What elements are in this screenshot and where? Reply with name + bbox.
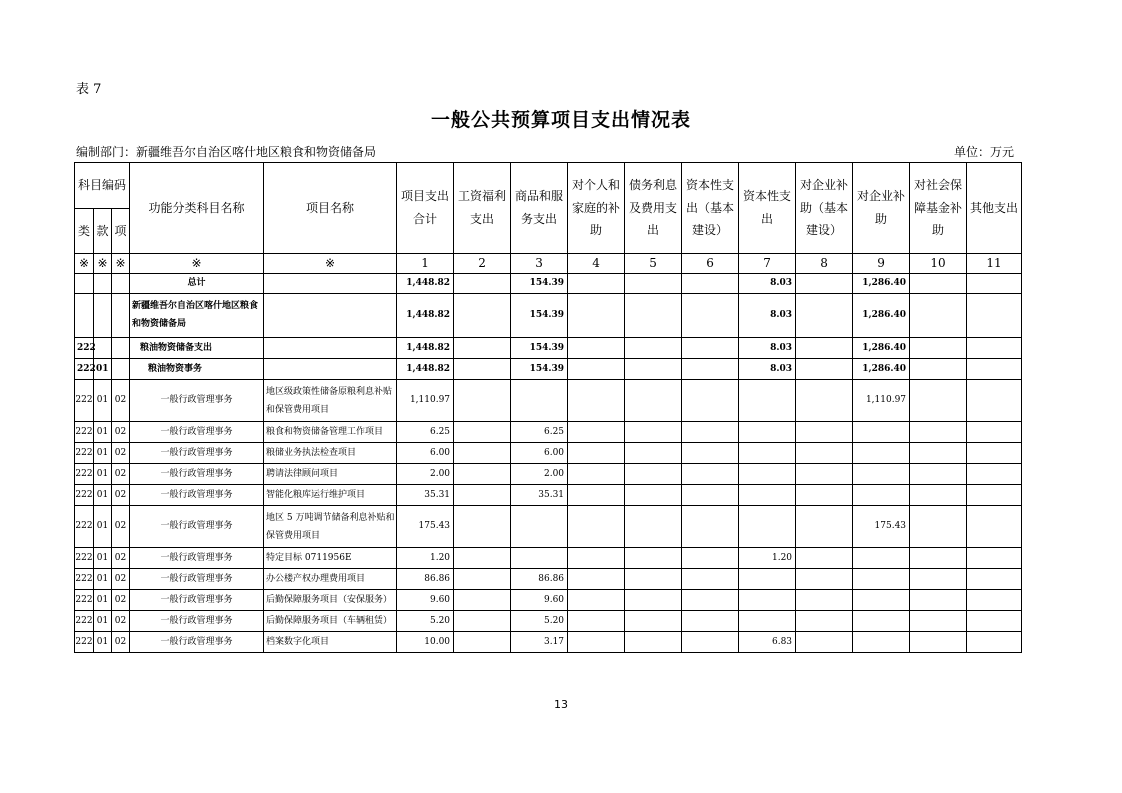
col-6-value [682,632,739,653]
col-3-value: 35.31 [511,485,568,506]
table-row [75,632,1022,653]
column-index-row [75,254,1022,274]
col-6-value [682,569,739,590]
col-11-value [967,632,1022,653]
col-5-value [625,464,682,485]
mark-cell: ※ [75,254,94,274]
header-col-3: 商品和服务支出 [511,163,568,254]
lei-name: 粮油物资储备支出 [130,338,264,359]
project-name: 后勤保障服务项目（安保服务） [264,590,397,611]
col-11-value [967,611,1022,632]
col-8-value [796,506,853,548]
col-4-value [568,632,625,653]
header-col-11: 其他支出 [967,163,1022,254]
table-row [75,590,1022,611]
col-8-value [796,380,853,422]
col-7-value: 1.20 [739,548,796,569]
col-8-value [796,611,853,632]
kuan-lei-code: 222 [75,359,94,380]
col-7-value: 6.83 [739,632,796,653]
header-col-10: 对社会保障基金补助 [910,163,967,254]
total-col-9: 1,286.40 [853,274,910,294]
col-8-value [796,485,853,506]
project-name: 聘请法律顾问项目 [264,464,397,485]
col-9-value [853,569,910,590]
col-10-value [910,380,967,422]
table-number: 表 7 [76,82,102,97]
header-kuan: 款 [94,209,112,254]
index-cell: 6 [682,254,739,274]
lei-code: 222 [75,443,94,464]
mark-cell: ※ [130,254,264,274]
org-col-3: 154.39 [511,294,568,338]
col-9-value: 175.43 [853,506,910,548]
kuan-code: 01 [94,464,112,485]
lei-code: 222 [75,548,94,569]
kuan-code: 01 [94,569,112,590]
col-5-value [625,632,682,653]
col-7-value [739,485,796,506]
col-3-value [511,548,568,569]
col-9-value: 1,110.97 [853,380,910,422]
header-col-2: 工资福利支出 [454,163,511,254]
mark-cell: ※ [264,254,397,274]
col-10-value [910,443,967,464]
col-7-value [739,443,796,464]
func-name: 一般行政管理事务 [130,590,264,611]
header-col-6: 资本性支出（基本建设） [682,163,739,254]
kuan-col-3: 154.39 [511,359,568,380]
func-name: 一般行政管理事务 [130,380,264,422]
col-4-value [568,422,625,443]
col-2-value [454,569,511,590]
table-row [75,464,1022,485]
col-1-value: 6.25 [397,422,454,443]
kuan-col-9: 1,286.40 [853,359,910,380]
col-5-value [625,422,682,443]
xiang-code: 02 [112,422,130,443]
header-col-7: 资本性支出 [739,163,796,254]
col-2-value [454,548,511,569]
xiang-code: 02 [112,380,130,422]
xiang-code: 02 [112,590,130,611]
col-7-value [739,422,796,443]
col-5-value [625,443,682,464]
col-10-value [910,611,967,632]
project-name: 地区级政策性储备原粮利息补贴和保管费用项目 [264,380,397,422]
total-col-1: 1,448.82 [397,274,454,294]
kuan-code: 01 [94,422,112,443]
col-5-value [625,506,682,548]
col-6-value [682,506,739,548]
func-name: 一般行政管理事务 [130,569,264,590]
lei-row [75,338,1022,359]
col-5-value [625,590,682,611]
col-11-value [967,506,1022,548]
table-row [75,485,1022,506]
col-11-value [967,380,1022,422]
col-3-value: 2.00 [511,464,568,485]
func-name: 一般行政管理事务 [130,443,264,464]
col-10-value [910,569,967,590]
col-2-value [454,506,511,548]
col-4-value [568,548,625,569]
col-7-value [739,611,796,632]
org-name: 新疆维吾尔自治区喀什地区粮食和物资储备局 [130,294,264,338]
col-10-value [910,464,967,485]
col-1-value: 2.00 [397,464,454,485]
lei-col-1: 1,448.82 [397,338,454,359]
col-9-value [853,611,910,632]
col-6-value [682,443,739,464]
project-name: 粮食和物资储备管理工作项目 [264,422,397,443]
col-4-value [568,569,625,590]
header-col-4: 对个人和家庭的补助 [568,163,625,254]
col-6-value [682,464,739,485]
mark-cell: ※ [94,254,112,274]
kuan-code: 01 [94,380,112,422]
index-cell: 8 [796,254,853,274]
org-col-7: 8.03 [739,294,796,338]
expenditure-table [74,162,1022,653]
col-5-value [625,380,682,422]
kuan-col-7: 8.03 [739,359,796,380]
col-1-value: 175.43 [397,506,454,548]
total-row [75,274,1022,294]
index-cell: 5 [625,254,682,274]
col-3-value: 6.00 [511,443,568,464]
col-10-value [910,632,967,653]
func-name: 一般行政管理事务 [130,485,264,506]
col-7-value [739,569,796,590]
table-row [75,569,1022,590]
xiang-code: 02 [112,506,130,548]
col-1-value: 6.00 [397,443,454,464]
col-1-value: 1,110.97 [397,380,454,422]
lei-code: 222 [75,338,94,359]
col-9-value [853,632,910,653]
project-name: 地区 5 万吨调节储备利息补贴和保管费用项目 [264,506,397,548]
lei-code: 222 [75,485,94,506]
lei-code: 222 [75,590,94,611]
col-8-value [796,590,853,611]
xiang-code: 02 [112,548,130,569]
col-6-value [682,590,739,611]
project-name: 办公楼产权办理费用项目 [264,569,397,590]
kuan-row [75,359,1022,380]
col-9-value [853,548,910,569]
col-7-value [739,464,796,485]
kuan-name: 粮油物资事务 [130,359,264,380]
col-9-value [853,443,910,464]
col-4-value [568,485,625,506]
col-9-value [853,422,910,443]
col-6-value [682,548,739,569]
kuan-col-1: 1,448.82 [397,359,454,380]
lei-col-9: 1,286.40 [853,338,910,359]
col-11-value [967,548,1022,569]
col-5-value [625,548,682,569]
kuan-code: 01 [94,359,112,380]
table-row [75,611,1022,632]
col-3-value: 5.20 [511,611,568,632]
col-2-value [454,443,511,464]
col-10-value [910,485,967,506]
header-subject-code: 科目编码 [75,163,130,209]
lei-code: 222 [75,632,94,653]
col-7-value [739,380,796,422]
col-5-value [625,485,682,506]
lei-col-3: 154.39 [511,338,568,359]
index-cell: 1 [397,254,454,274]
total-col-7: 8.03 [739,274,796,294]
total-label: 总计 [130,274,264,294]
xiang-code: 02 [112,632,130,653]
table-row [75,380,1022,422]
kuan-code: 01 [94,548,112,569]
col-6-value [682,422,739,443]
col-8-value [796,464,853,485]
col-3-value: 86.86 [511,569,568,590]
table-row [75,548,1022,569]
index-cell: 2 [454,254,511,274]
header-col-9: 对企业补助 [853,163,910,254]
detail-rows [75,380,1022,653]
col-2-value [454,611,511,632]
table-row [75,443,1022,464]
page-number: 13 [554,698,568,711]
table-row [75,506,1022,548]
func-name: 一般行政管理事务 [130,632,264,653]
col-8-value [796,422,853,443]
col-11-value [967,590,1022,611]
header-col-5: 债务利息及费用支出 [625,163,682,254]
total-col-3: 154.39 [511,274,568,294]
col-6-value [682,611,739,632]
col-4-value [568,590,625,611]
col-3-value [511,506,568,548]
department-label: 编制部门：新疆维吾尔自治区喀什地区粮食和物资储备局 [76,145,377,159]
lei-code: 222 [75,506,94,548]
col-1-value: 9.60 [397,590,454,611]
xiang-code: 02 [112,611,130,632]
lei-code: 222 [75,464,94,485]
project-name: 智能化粮库运行维护项目 [264,485,397,506]
lei-code: 222 [75,380,94,422]
col-4-value [568,443,625,464]
func-name: 一般行政管理事务 [130,422,264,443]
project-name: 粮储业务执法检查项目 [264,443,397,464]
index-cell: 4 [568,254,625,274]
col-1-value: 86.86 [397,569,454,590]
lei-col-7: 8.03 [739,338,796,359]
index-cell: 7 [739,254,796,274]
index-cell: 9 [853,254,910,274]
col-9-value [853,590,910,611]
xiang-code: 02 [112,443,130,464]
header-lei: 类 [75,209,94,254]
kuan-code: 01 [94,590,112,611]
col-5-value [625,611,682,632]
col-2-value [454,485,511,506]
col-2-value [454,380,511,422]
col-2-value [454,464,511,485]
unit-label: 单位：万元 [953,145,1014,159]
lei-code: 222 [75,422,94,443]
header-col-1: 项目支出合计 [397,163,454,254]
col-4-value [568,506,625,548]
index-cell: 11 [967,254,1022,274]
header-col-8: 对企业补助（基本建设） [796,163,853,254]
col-7-value [739,506,796,548]
xiang-code: 02 [112,464,130,485]
col-4-value [568,611,625,632]
col-10-value [910,506,967,548]
lei-code: 222 [75,611,94,632]
header-func-name: 功能分类科目名称 [130,163,264,254]
col-10-value [910,590,967,611]
col-4-value [568,380,625,422]
index-cell: 3 [511,254,568,274]
org-col-1: 1,448.82 [397,294,454,338]
page-title: 一般公共预算项目支出情况表 [430,109,691,131]
header-project-name: 项目名称 [264,163,397,254]
kuan-code: 01 [94,506,112,548]
col-11-value [967,569,1022,590]
kuan-code: 01 [94,443,112,464]
col-9-value [853,464,910,485]
func-name: 一般行政管理事务 [130,548,264,569]
col-8-value [796,632,853,653]
col-11-value [967,422,1022,443]
xiang-code: 02 [112,569,130,590]
col-7-value [739,590,796,611]
col-1-value: 10.00 [397,632,454,653]
lei-code: 222 [75,569,94,590]
xiang-code: 02 [112,485,130,506]
col-3-value [511,380,568,422]
col-1-value: 5.20 [397,611,454,632]
col-2-value [454,422,511,443]
col-6-value [682,485,739,506]
col-3-value: 3.17 [511,632,568,653]
kuan-code: 01 [94,611,112,632]
col-1-value: 35.31 [397,485,454,506]
org-col-9: 1,286.40 [853,294,910,338]
table-row [75,422,1022,443]
col-6-value [682,380,739,422]
col-3-value: 6.25 [511,422,568,443]
col-8-value [796,443,853,464]
header-xiang: 项 [112,209,130,254]
col-10-value [910,548,967,569]
project-name: 后勤保障服务项目（车辆租赁） [264,611,397,632]
org-row [75,294,1022,338]
col-1-value: 1.20 [397,548,454,569]
col-5-value [625,569,682,590]
project-name: 特定目标 0711956E [264,548,397,569]
mark-cell: ※ [112,254,130,274]
kuan-code: 01 [94,485,112,506]
col-3-value: 9.60 [511,590,568,611]
index-cell: 10 [910,254,967,274]
col-10-value [910,422,967,443]
col-4-value [568,464,625,485]
func-name: 一般行政管理事务 [130,464,264,485]
col-8-value [796,569,853,590]
col-9-value [853,485,910,506]
col-2-value [454,590,511,611]
col-11-value [967,485,1022,506]
col-11-value [967,443,1022,464]
func-name: 一般行政管理事务 [130,611,264,632]
col-2-value [454,632,511,653]
col-8-value [796,548,853,569]
kuan-code: 01 [94,632,112,653]
project-name: 档案数字化项目 [264,632,397,653]
col-11-value [967,464,1022,485]
func-name: 一般行政管理事务 [130,506,264,548]
